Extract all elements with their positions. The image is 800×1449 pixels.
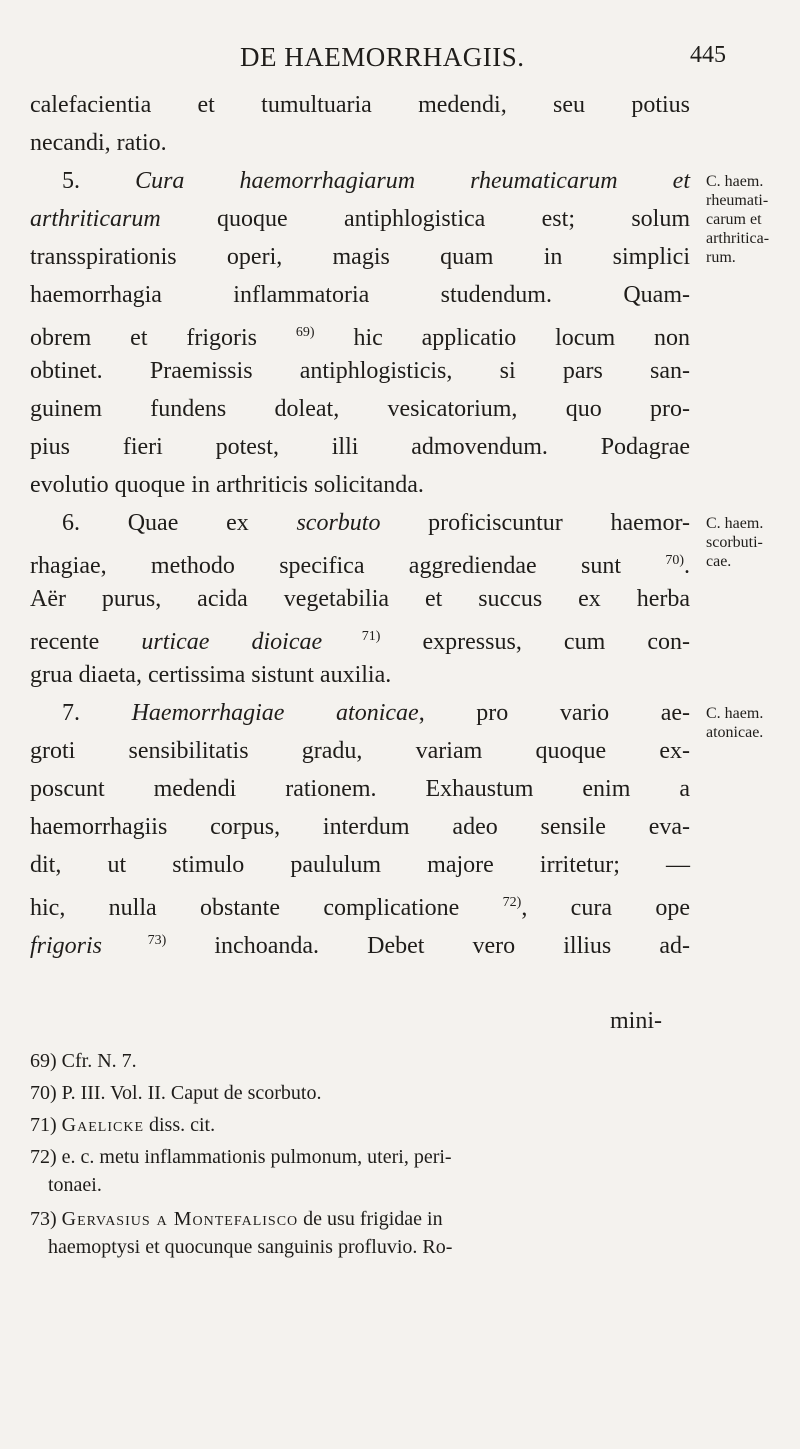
marginal-line: rum. (706, 249, 736, 266)
text-line: 5. Cura haemorrhagiarum rheumaticarum et (62, 168, 691, 194)
marginal-line: C. haem. (706, 705, 764, 722)
footnote: 73) Gervasius a Montefalisco de usu frigidae in (30, 1208, 443, 1230)
text-line: obrem et frigoris $^{69)}$ hic applicatio locum non (30, 325, 690, 351)
text-line: pius fieri potest, illi admovendum. Podagrae (30, 434, 690, 460)
marginal-note (706, 172, 800, 267)
marginal-line: atonicae. (706, 724, 764, 741)
text-line: poscunt medendi rationem. Exhaustum enim a (30, 776, 690, 802)
text-line: recente urticae dioicae $^{71)}$ expressus, cum con- (30, 629, 691, 655)
marginal-note (706, 704, 800, 742)
text-line: frigoris $^{73)}$ inchoanda. Debet vero illius ad- (30, 933, 690, 959)
footnote: 71) Gaelicke diss. cit. (30, 1114, 216, 1136)
footnote: 70) P. III. Vol. II. Caput de scorbuto. (30, 1082, 322, 1104)
text-line: 7. Haemorrhagiae atonicae, pro vario ae- (62, 700, 691, 726)
footnote: haemoptysi et quocunque sanguinis profluvio. Ro- (48, 1236, 453, 1258)
text-line: evolutio quoque in arthriticis solicitanda. (30, 472, 424, 498)
page-number: 445 (690, 42, 726, 68)
marginal-line: cae. (706, 553, 732, 570)
text-line: transspirationis operi, magis quam in simplici (30, 244, 690, 270)
text-line: rhagiae, methodo specifica aggrediendae sunt $^{70)}$. (30, 553, 690, 579)
running-title: DE HAEMORRHAGIIS. (240, 42, 525, 72)
text-line: hic, nulla obstante complicatione $^{72)}$, cura ope (30, 895, 690, 921)
footnote: 72) e. c. metu inflammationis pulmonum, uteri, peri- (30, 1146, 452, 1168)
text-line: obtinet. Praemissis antiphlogisticis, si pars san- (30, 358, 690, 384)
marginal-note (706, 514, 800, 571)
text-line: haemorrhagiis corpus, interdum adeo sensile eva- (30, 814, 690, 840)
footnote: tonaei. (48, 1174, 102, 1196)
marginal-line: C. haem. (706, 515, 764, 532)
text-line: necandi, ratio. (30, 130, 167, 156)
text-line: guinem fundens doleat, vesicatorium, quo pro- (30, 396, 690, 422)
marginal-line: scorbuti- (706, 534, 763, 551)
running-header (0, 22, 800, 72)
marginal-line: carum et (706, 211, 762, 228)
footnote: 69) Cfr. N. 7. (30, 1050, 137, 1072)
text-line: groti sensibilitatis gradu, variam quoque ex- (30, 738, 690, 764)
marginal-line: C. haem. (706, 173, 764, 190)
marginal-line: rheumati- (706, 192, 769, 209)
catchword: mini- (610, 1008, 662, 1034)
text-line: haemorrhagia inflammatoria studendum. Quam- (30, 282, 690, 308)
text-line: dit, ut stimulo paululum majore irritetur; — (30, 852, 690, 878)
text-line: 6. Quae ex scorbuto proficiscuntur haemor- (62, 510, 690, 536)
text-line: arthriticarum quoque antiphlogistica est; solum (30, 206, 690, 232)
text-line: calefacientia et tumultuaria medendi, seu potius (30, 92, 690, 118)
marginal-line: arthritica- (706, 230, 770, 247)
text-line: grua diaeta, certissima sistunt auxilia. (30, 662, 392, 688)
text-line: Aër purus, acida vegetabilia et succus ex herba (30, 586, 690, 612)
